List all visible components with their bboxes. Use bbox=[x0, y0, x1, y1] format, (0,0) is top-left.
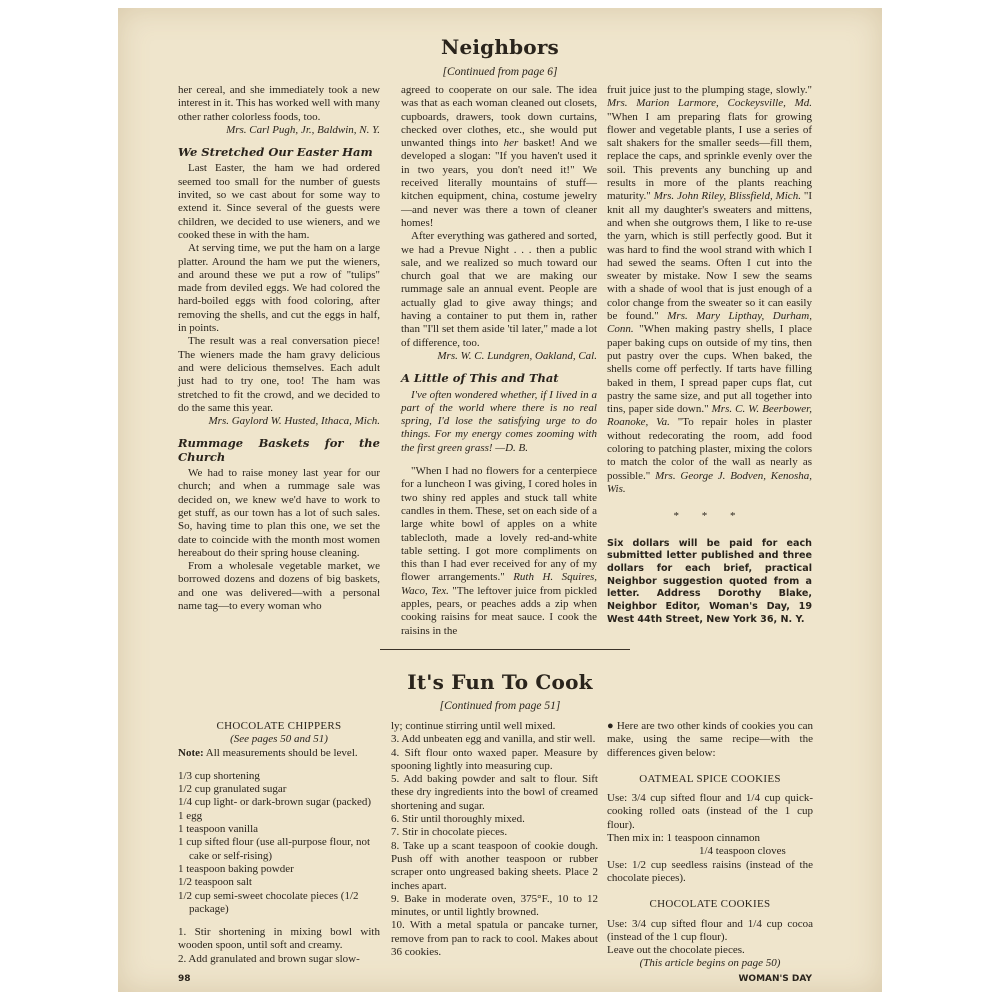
paragraph: "When I had no flowers for a centerpiece for a luncheon I was giving, I cored holes in two shiny red apples and stuck tall white candles in them. These, set on each side of a large white bowl of apples on a white tablecloth, made a lovely red-and-white table setting. I got more compliments on this than I had ever received for any of my flower arrangements." Ruth H. Squires, Waco, Tex. "The leftover juice from pickled apples, pears, or peaches adds a zip when cooking raisins for meat sauce. I cook the raisins in the bbox=[401, 465, 598, 637]
variation-title: CHOCOLATE COOKIES bbox=[649, 898, 771, 911]
magazine-page bbox=[118, 8, 882, 992]
cook-title: It's Fun To Cook bbox=[407, 670, 593, 694]
editor-note: I've often wondered whether, if I lived in a part of the world where there is no real spring, I'd lose the satisfying urge to do things. For my energy comes zooming with the first green grass! —D. B. bbox=[401, 388, 597, 454]
signature: Mrs. Gaylord W. Husted, Ithaca, Mich. bbox=[208, 415, 380, 428]
list-item: 1/2 teaspoon salt bbox=[178, 876, 252, 889]
neighbors-column-3 bbox=[607, 84, 812, 626]
section-heading: Rummage Baskets for the Church bbox=[178, 436, 380, 464]
variation-title: OATMEAL SPICE COOKIES bbox=[639, 772, 781, 785]
list-item: 1/2 cup semi-sweet chocolate pieces (1/2 package) bbox=[178, 889, 359, 915]
paragraph: fruit juice just to the plumping stage, slowly." Mrs. Marion Larmore, Cockeysville, Md. "When I am preparing flats for growing flower and vegetable plants, I use a series of salt shakers for the smaller seeds—fill them, replace the caps, and sprinkle evenly over the soil. This prevents any bunching up and results in more of the plants reaching maturity." Mrs. John Riley, Blissfield, Mich. "I knit all my daughter's sweaters and mittens, and when she outgrows them, I like to re-use the yarn, which is still perfectly good. But it was hard to find the wool strand with which I had sewed the seams. Often I cut into the sweater by mistake. Now I sew the seams with a shade of wool that is just enough of a color change from the sweater so it can easily be found." Mrs. Mary Lipthay, Durham, Conn. "When making pastry shells, I place paper baking cups on outside of my tins, then put pastry over the cups. When baked, the shells come off perfectly. If tarts have filling baked in them, I spread paper cups flat, cut pastry the same size, and put all together into tins, paper side down." Mrs. C. W. Beerbower, Roanoke, Va. "To repair holes in plaster without redecorating the room, add food coloring to patching plaster, mixing the colors to match the color of the wall as nearly as possible." Mrs. George J. Bodven, Kenosha, Wis. bbox=[607, 84, 813, 495]
list-item: 1/2 cup granulated sugar bbox=[178, 783, 287, 796]
signature: Mrs. Carl Pugh, Jr., Baldwin, N. Y. bbox=[226, 123, 380, 136]
recipe-column-1 bbox=[178, 720, 380, 966]
recipe-step: 9. Bake in moderate oven, 375°F., 10 to 12 minutes, or until lightly browned. bbox=[391, 892, 598, 919]
paragraph: Last Easter, the ham we had ordered seemed too small for the number of guests invited, so we cast about for some way to extend it. Since several of the guests were children, we decided to use wieners, and we cooked these in with the ham. bbox=[178, 162, 380, 241]
cook-continued: [Continued from page 51] bbox=[439, 700, 561, 712]
recipe-reference: (See pages 50 and 51) bbox=[230, 733, 328, 746]
neighbors-column-1 bbox=[178, 84, 380, 613]
variation-text: 1/4 teaspoon cloves bbox=[699, 845, 786, 858]
recipe-step: 7. Stir in chocolate pieces. bbox=[391, 826, 508, 839]
neighbors-title: Neighbors bbox=[440, 35, 560, 59]
variation-text: Then mix in: 1 teaspoon cinnamon bbox=[607, 832, 761, 845]
recipe-step: 4. Sift flour onto waxed paper. Measure by spooning lightly into measuring cup. bbox=[391, 746, 598, 772]
recipe-title: CHOCOLATE CHIPPERS bbox=[216, 720, 342, 732]
section-divider-rule bbox=[380, 649, 630, 650]
paragraph: After everything was gathered and sorted, we had a Prevue Night . . . then a public sale, and we realized so much toward our church goal that we are making our rummage sale an annual event. People are actually glad to give away things; and having a container to put them in, rather than "I'll set them aside 'til later," made a lot of difference, too. bbox=[401, 230, 597, 349]
recipe-step: 8. Take up a scant teaspoon of cookie dough. Push off with another teaspoon or rubber scraper onto ungreased baking sheets. Place 2 inches apart. bbox=[391, 839, 598, 892]
paragraph: her cereal, and she immediately took a new interest in it. This has worked well with many other rather colorless foods, too. bbox=[178, 84, 380, 123]
recipe-step: 5. Add baking powder and salt to flour. Sift these dry ingredients into the bowl of creamed shortening and sugar. bbox=[391, 773, 598, 812]
ingredient-list bbox=[178, 770, 380, 916]
recipe-step: 6. Stir until thoroughly mixed. bbox=[391, 813, 525, 826]
recipe-step: ly; continue stirring until well mixed. bbox=[391, 720, 556, 732]
recipe-column-2 bbox=[391, 720, 598, 959]
variations-intro: ● Here are two other kinds of cookies you can make, using the same recipe—with the differences given below: bbox=[607, 720, 813, 759]
recipe-note: Note: All measurements should be level. bbox=[178, 746, 358, 759]
section-divider-stars: * * * bbox=[673, 510, 746, 523]
recipe-step: 2. Add granulated and brown sugar slow- bbox=[178, 952, 360, 965]
variation-text: Leave out the chocolate pieces. bbox=[607, 944, 745, 957]
page-number: 98 bbox=[178, 974, 191, 984]
recipe-step: 10. With a metal spatula or pancake turner, remove from pan to rack to cool. Makes about 36 cookies. bbox=[391, 919, 598, 959]
neighbors-column-2 bbox=[401, 84, 597, 638]
signature: Mrs. W. C. Lundgren, Oakland, Cal. bbox=[437, 349, 597, 362]
list-item: 1 teaspoon baking powder bbox=[178, 862, 294, 875]
paragraph: agreed to cooperate on our sale. The idea was that as each woman cleaned out closets, cupboards, drawers, took down curtains, checked over clothes, etc., she would put unwanted things into her basket! And we developed a slogan: "If you haven't used it in two years, you don't need it!" We received literally mountains of stuff—kitchen equipment, china, costume jewelry—and never was there a town of cleaner homes! bbox=[401, 84, 597, 229]
paragraph: We had to raise money last year for our church; and when a rummage sale was decided on, we knew we'd have to work to get stuff, as our town has a lot of such sales. So, having time to plan this one, we set the date to coincide with the month most women hereabout do their spring house cleaning. bbox=[178, 467, 380, 559]
section-heading: We Stretched Our Easter Ham bbox=[178, 145, 373, 160]
recipe-step: 1. Stir shortening in mixing bowl with wooden spoon, until soft and creamy. bbox=[178, 926, 380, 952]
paragraph: The result was a real conversation piece! The wieners made the ham gravy delicious and were delicious themselves. Each adult just had to try one, too! The ham was stretched to fit the crowd, and we decided to do the same this year. bbox=[178, 335, 380, 414]
paragraph: At serving time, we put the ham on a large platter. Around the ham we put the wieners, and around these we put a row of "tulips" made from deviled eggs. We had colored the hard-boiled eggs with food coloring, after removing the shells, and cut the eggs in half, in points. bbox=[178, 242, 380, 335]
neighbors-continued: [Continued from page 6] bbox=[442, 66, 558, 78]
variation-text: Use: 1/2 cup seedless raisins (instead of the chocolate pieces). bbox=[607, 858, 813, 884]
section-heading: A Little of This and That bbox=[401, 371, 559, 386]
list-item: 1/3 cup shortening bbox=[178, 769, 260, 782]
list-item: 1 egg bbox=[178, 809, 203, 822]
magazine-name: WOMAN'S DAY bbox=[738, 974, 812, 984]
variation-text: Use: 3/4 cup sifted flour and 1/4 cup cocoa (instead of the 1 cup flour). bbox=[607, 917, 813, 943]
variation-text: Use: 3/4 cup sifted flour and 1/4 cup quick-cooking rolled oats (instead of the 1 cup flour). bbox=[607, 792, 813, 831]
recipe-step: 3. Add unbeaten egg and vanilla, and stir well. bbox=[391, 733, 596, 746]
paragraph: From a wholesale vegetable market, we borrowed dozens and dozens of big baskets, and one was delivered—with a personal name tag—to every woman who bbox=[178, 560, 380, 612]
list-item: 1 cup sifted flour (use all-purpose flour, not cake or self-rising) bbox=[178, 836, 371, 862]
recipe-column-3 bbox=[607, 720, 813, 971]
article-reference: (This article begins on page 50) bbox=[639, 957, 781, 970]
list-item: 1/4 cup light- or dark-brown sugar (packed) bbox=[178, 796, 372, 809]
list-item: 1 teaspoon vanilla bbox=[178, 823, 259, 836]
payment-notice: Six dollars will be paid for each submitted letter published and three dollars for each brief, practical Neighbor suggestion quoted from a letter. Address Dorothy Blake, Neighbor Editor, Woman's Day, 19 West 44th Street, New York 36, N. Y. bbox=[607, 537, 812, 625]
